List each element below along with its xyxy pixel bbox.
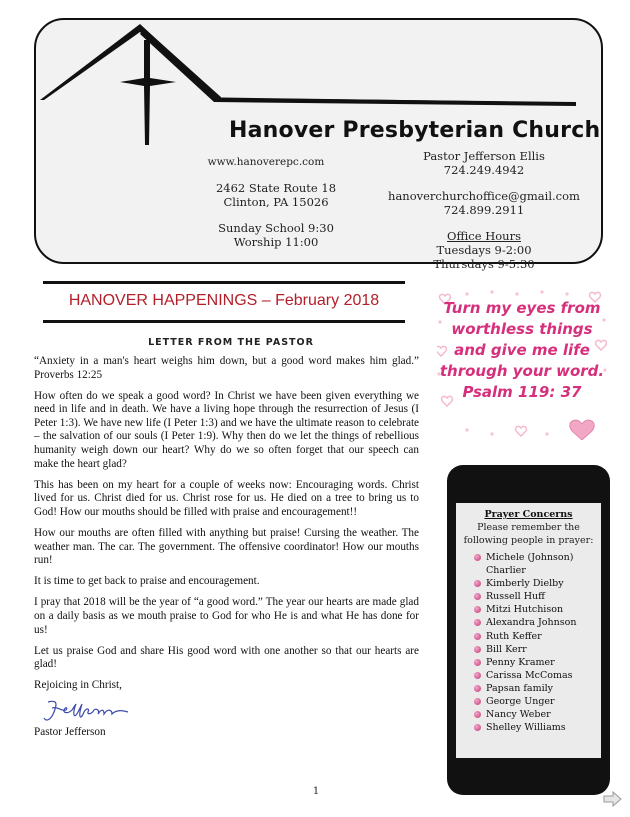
prayer-item: Ruth Keffer <box>474 630 601 643</box>
pastor-letter <box>34 355 419 740</box>
letter-paragraph: I pray that 2018 will be the year of “a good word.” The year our hearts are made glad on a daily basis as we mouth praise to God for who He is and what He has done for us! <box>34 596 419 636</box>
bullet-icon <box>474 659 481 666</box>
signoff: Pastor Jefferson <box>34 725 106 738</box>
address-line-1: 2462 State Route 18 <box>215 181 337 195</box>
bullet-icon <box>474 554 481 561</box>
letter-paragraph: How often do we speak a good word? In Christ we have been given everything we need in life and in death. We have a living hope through the resurrection of Jesus (I Peter 1:3). We have new life (I Peter 1:3) and we have the ultimate reason to celebrate – the salvation of our souls (I Peter 1:9). Why then do we let the things of rebellious humanity weigh down our heart? Why do we so often forget that our speech can make the heart glad? <box>34 389 420 470</box>
bullet-icon <box>474 580 481 587</box>
bullet-icon <box>474 646 481 653</box>
website-link[interactable]: www.hanoverepc.com <box>207 156 325 168</box>
prayer-item: Russell Huff <box>474 590 601 603</box>
letter-paragraph: How our mouths are often filled with anything but praise! Cursing the weather. The weather man. The car. The government. The offensive coordinator! How our mouths run! <box>34 527 419 567</box>
prayer-item: George Unger <box>474 695 601 708</box>
prayer-item: Penny Kramer <box>474 656 601 669</box>
office-hours-thursday: Thursdays 9-5:30 <box>433 257 535 271</box>
church-contact-left <box>181 155 371 249</box>
page-number: 1 <box>312 786 320 797</box>
bullet-icon <box>474 672 481 679</box>
signature <box>34 698 419 726</box>
title-rule-top <box>43 281 405 284</box>
pastor-phone: 724.249.4942 <box>443 163 525 177</box>
church-contact-right <box>381 149 587 271</box>
office-email[interactable]: hanoverchurchoffice@gmail.com <box>388 189 580 203</box>
prayer-item: Papsan family <box>474 682 601 695</box>
bullet-icon <box>474 685 481 692</box>
prayer-phone-frame <box>447 465 610 795</box>
bullet-icon <box>474 606 481 613</box>
church-name: Hanover Presbyterian Church <box>229 118 601 143</box>
prayer-item: Michele (Johnson) Charlier <box>474 551 601 577</box>
bullet-icon <box>474 724 481 731</box>
prayer-item: Carissa McComas <box>474 669 601 682</box>
signature-image <box>42 698 132 726</box>
next-page-arrow-icon[interactable] <box>603 791 623 807</box>
bullet-icon <box>474 593 481 600</box>
verse-box <box>437 290 607 440</box>
worship-time: Worship 11:00 <box>233 235 319 249</box>
prayer-item: Shelley Williams <box>474 721 601 734</box>
office-hours-label: Office Hours <box>447 229 521 243</box>
bullet-icon <box>474 698 481 705</box>
prayer-intro: Please remember the following people in prayer: <box>463 522 594 546</box>
prayer-concerns-panel <box>456 503 601 758</box>
office-phone: 724.899.2911 <box>443 203 525 217</box>
prayer-item: Mitzi Hutchison <box>474 603 601 616</box>
prayer-item: Bill Kerr <box>474 643 601 656</box>
letter-closing: Rejoicing in Christ, <box>34 679 122 692</box>
letter-heading: LETTER FROM THE PASTOR <box>148 337 314 348</box>
prayer-list <box>456 551 601 734</box>
letter-paragraph: Let us praise God and share His good word with one another so that our hearts are glad! <box>34 644 419 671</box>
address-line-2: Clinton, PA 15026 <box>223 195 329 209</box>
sunday-school-time: Sunday School 9:30 <box>218 221 334 235</box>
header-box <box>34 18 603 271</box>
prayer-title: Prayer Concerns <box>484 509 573 520</box>
bullet-icon <box>474 633 481 640</box>
prayer-item: Kimberly Dielby <box>474 577 601 590</box>
newsletter-title: HANOVER HAPPENINGS – February 2018 <box>68 292 380 309</box>
prayer-item: Nancy Weber <box>474 708 601 721</box>
office-hours-tuesday: Tuesdays 9-2:00 <box>436 243 532 257</box>
pastor-name: Pastor Jefferson Ellis <box>423 149 545 163</box>
bullet-icon <box>474 619 481 626</box>
letter-paragraph: It is time to get back to praise and encouragement. <box>34 575 260 588</box>
letter-paragraph: “Anxiety in a man's heart weighs him down, but a good word makes him glad.” Proverbs 12:25 <box>34 355 419 381</box>
letter-paragraph: This has been on my heart for a couple of weeks now: Encouraging words. Christ lived for us. Christ died for us. Christ rose for us. He died on a tree to bring us to God! How our mouths should be filled with praise and encouragement!! <box>34 478 419 518</box>
bullet-icon <box>474 711 481 718</box>
roof-fill <box>140 28 576 106</box>
title-rule-bottom <box>43 320 405 323</box>
prayer-item: Alexandra Johnson <box>474 616 601 629</box>
scripture-verse: Turn my eyes from worthless things and give me life through your word. Psalm 119: 37 <box>439 299 605 401</box>
roof-outline <box>40 24 222 100</box>
